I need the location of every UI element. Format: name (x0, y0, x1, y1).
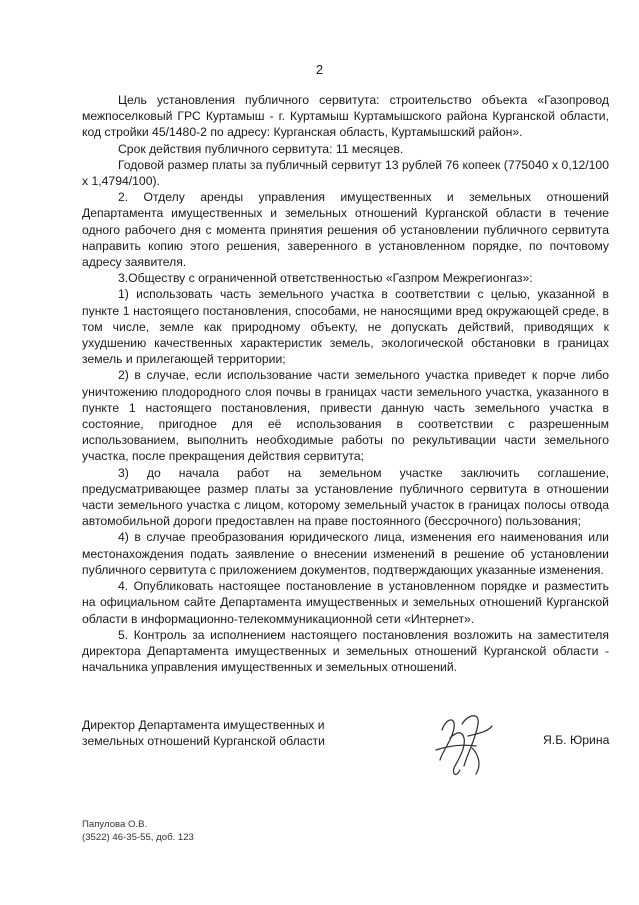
paragraph-subitem-2: 2) в случае, если использование части земельного участка приведет к порче либо уничтожению плодородного слоя почвы в границах части земельного участка, указанного в пункте 1 настоящего постановления, привести данную часть земельного участка в состояние, пригодное для её использования в соответствии с разрешенным использованием, выполнить необходимые работы по рекультивации части земельного участка, после прекращения действия сервитута; (82, 368, 609, 464)
paragraph-subitem-3: 3) до начала работ на земельном участке заключить соглашение, предусматривающее размер платы за установление публичного сервитута в отношении части земельного участка с лицом, которому земельный участок в границах полосы отвода автомобильной дороги предоставлен на праве постоянного (бессрочного) пользования; (82, 465, 609, 529)
executor-phone: (3522) 46-35-55, доб. 123 (82, 832, 194, 843)
paragraph-item-3: 3.Обществу с ограниченной ответственностью «Газпром Межрегионгаз»: (118, 271, 533, 286)
executor-info (82, 818, 194, 844)
page-number: 2 (315, 62, 324, 77)
handwritten-signature (432, 708, 496, 782)
paragraph-subitem-4: 4) в случае преобразования юридического лица, изменения его наименования или местонахождения подать заявление о внесении изменений в решение об установлении публичного сервитута с приложением документов, подтверждающих указанные изменения. (82, 530, 609, 577)
paragraph-item-5: 5. Контроль за исполнением настоящего постановления возложить на заместителя директора Департамента имущественных и земельных отношений Курганской области - начальника управления имущественных и земельных отношений. (82, 627, 609, 675)
signatory-title-line-2: земельных отношений Курганской области (82, 734, 325, 749)
executor-name: Папулова О.В. (82, 819, 148, 830)
document-body (82, 92, 609, 675)
paragraph-term: Срок действия публичного сервитута: 11 месяцев. (118, 141, 404, 156)
paragraph-subitem-1: 1) использовать часть земельного участка в соответствии с целью, указанной в пункте 1 настоящего постановления, способами, не наносящими вред окружающей среде, в том числе, земле как природному объекту, не допускать действий, приводящих к ухудшению качественных характеристик земель, экологической обстановки в границах земель и прилегающей территории; (82, 287, 609, 367)
signatory-name: Я.Б. Юрина (543, 733, 610, 747)
paragraph-purpose: Цель установления публичного сервитута: строительство объекта «Газопровод межпоселковый ГРС Куртамыш - г. Куртамыш Куртамышского района Курганской области, код стройки 45/1480-2 по адресу: Курганская область, Куртамышский район». (82, 93, 609, 140)
signatory-title-line-1: Директор Департамента имущественных и (82, 718, 325, 732)
paragraph-item-2: 2. Отделу аренды управления имущественных и земельных отношений Департамента имущественных и земельных отношений Курганской области в течение одного рабочего дня с момента принятия решения об установлении публичного сервитута направить копию этого решения, заверенного в установленном порядке, по почтовому адресу заявителя. (82, 190, 609, 270)
signatory-title (82, 717, 325, 749)
paragraph-item-4: 4. Опубликовать настоящее постановление в установленном порядке и разместить на официальном сайте Департамента имущественных и земельных отношений Курганской области в информационно-телекоммуникационной сети «Интернет». (82, 579, 609, 626)
paragraph-fee: Годовой размер платы за публичный сервитут 13 рублей 76 копеек (775040 х 0,12/100 х 1,4794/100). (82, 157, 609, 189)
